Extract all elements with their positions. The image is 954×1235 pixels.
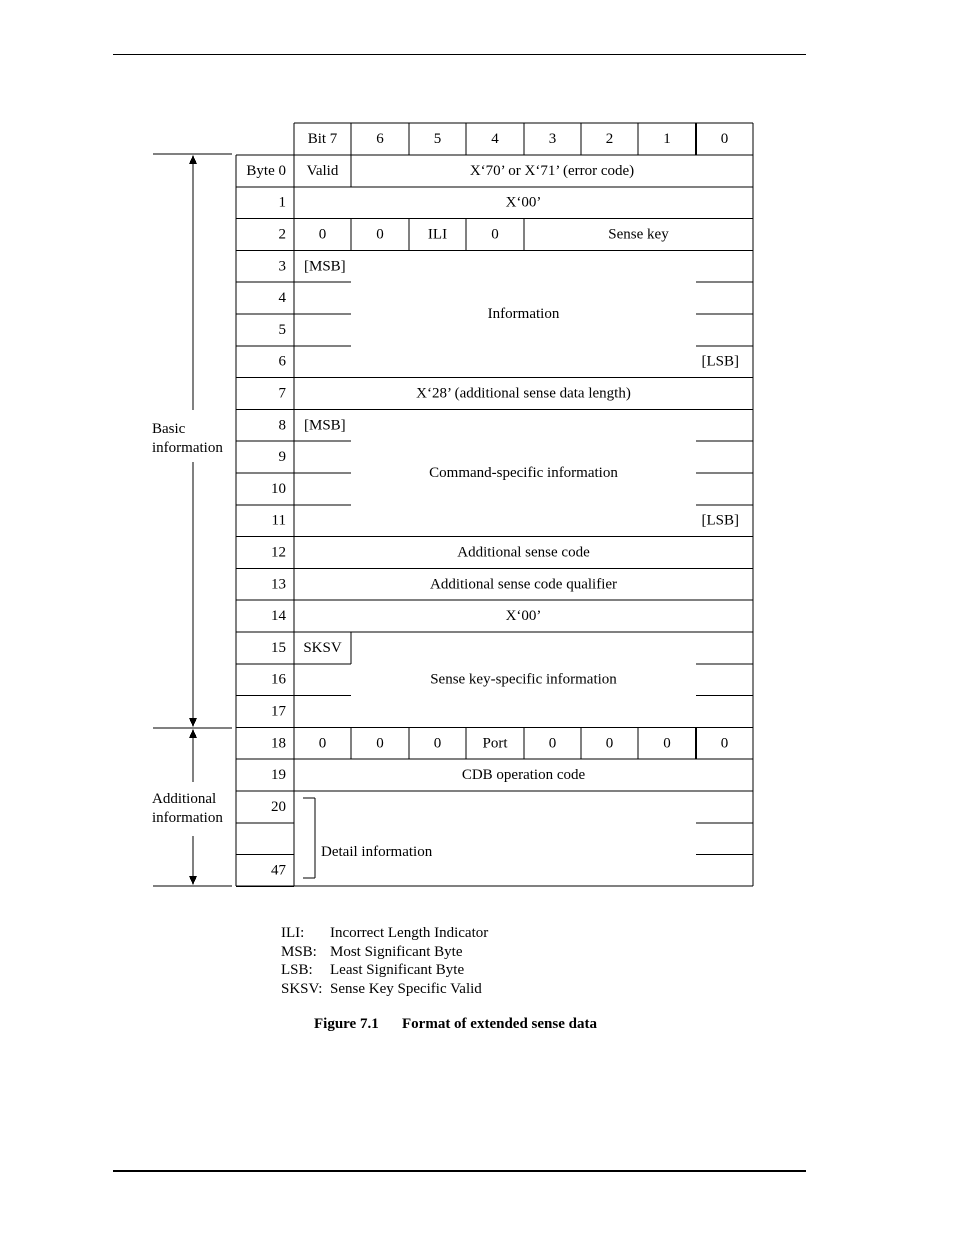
msb-marker: [MSB] xyxy=(304,258,346,275)
arrow-up-icon xyxy=(189,729,197,738)
byte-number-label: 1 xyxy=(278,194,286,211)
additional-information-label: Additional information xyxy=(152,791,223,826)
byte-number-label: 9 xyxy=(278,449,286,466)
reserved-byte-field: X‘00’ xyxy=(505,194,542,211)
bit-header-label: 5 xyxy=(433,131,442,147)
error-code-field: X‘70’ or X‘71’ (error code) xyxy=(469,162,635,179)
byte2-bit-field: 0 xyxy=(491,226,499,243)
arrow-down-icon xyxy=(189,876,197,885)
msb-marker: [MSB] xyxy=(304,417,346,434)
byte18-bit-field: 0 xyxy=(548,735,557,752)
byte-number-label: 4 xyxy=(278,290,286,307)
reserved-byte-field: X‘00’ xyxy=(505,608,542,625)
byte-number-label: Byte 0 xyxy=(246,162,286,179)
bit-header-label: 3 xyxy=(548,131,557,147)
byte-number-label: 16 xyxy=(271,671,286,688)
byte-number-label: 11 xyxy=(271,512,286,529)
sense-key-specific-field: Sense key-specific information xyxy=(430,671,617,688)
valid-bit-label: Valid xyxy=(306,162,339,179)
byte18-bit-field: 0 xyxy=(663,735,671,752)
byte-number-label: 15 xyxy=(271,639,286,656)
byte18-bit-field: 0 xyxy=(376,735,384,752)
byte-number-label: 14 xyxy=(271,608,286,625)
abbreviation-legend xyxy=(281,924,488,998)
legend-item: ILI: Incorrect Length Indicator xyxy=(281,925,489,941)
byte-number-label: 10 xyxy=(271,480,286,497)
byte2-bit-field: 0 xyxy=(318,226,327,243)
detail-information-field: Detail information xyxy=(321,844,433,860)
additional-sense-code-field: Additional sense code xyxy=(457,544,590,561)
bit-header-label: 6 xyxy=(376,131,384,147)
cdb-operation-code-field: CDB operation code xyxy=(461,767,586,784)
sense-key-field: Sense key xyxy=(608,226,669,243)
port-bit-field: Port xyxy=(482,735,508,752)
byte18-bit-field: 0 xyxy=(605,735,614,752)
byte-number-label: 12 xyxy=(271,544,286,561)
byte-number-label: 7 xyxy=(278,385,286,402)
byte-number-label: 5 xyxy=(278,321,286,338)
byte-number-label: 2 xyxy=(278,226,286,243)
byte-number-label: 20 xyxy=(271,798,286,815)
command-specific-field: Command-specific information xyxy=(429,465,618,481)
legend-item: LSB: Least Significant Byte xyxy=(281,962,465,978)
byte-number-label: 17 xyxy=(271,703,286,720)
byte-number-label: 6 xyxy=(278,353,286,370)
lsb-marker: [LSB] xyxy=(701,512,739,529)
byte18-bit-field: 0 xyxy=(720,735,729,752)
sksv-bit-label: SKSV xyxy=(303,639,342,656)
byte-number-label: 19 xyxy=(271,767,286,784)
bit-header-label: 1 xyxy=(663,131,671,147)
arrow-down-icon xyxy=(189,718,197,727)
byte-number-label: 8 xyxy=(278,417,286,434)
basic-information-label: Basic information xyxy=(152,421,223,456)
bit-header-label: 0 xyxy=(720,131,729,147)
figure-title: Format of extended sense data xyxy=(402,1016,597,1032)
byte18-bit-field: 0 xyxy=(318,735,327,752)
byte-number-label: 13 xyxy=(271,576,286,593)
byte2-bit-field: 0 xyxy=(376,226,384,243)
bit-header-label: 4 xyxy=(491,131,499,147)
bit-header-label: Bit 7 xyxy=(307,131,338,147)
arrow-up-icon xyxy=(189,155,197,164)
byte-number-label: 47 xyxy=(271,862,286,879)
byte2-bit-field: ILI xyxy=(427,226,448,243)
additional-sense-code-qualifier-field: Additional sense code qualifier xyxy=(429,576,618,593)
byte-number-label: 3 xyxy=(278,258,286,275)
legend-item: MSB: Most Significant Byte xyxy=(281,943,463,960)
byte18-bit-field: 0 xyxy=(433,735,442,752)
figure-number: Figure 7.1 xyxy=(314,1016,379,1032)
information-field: Information xyxy=(487,306,560,322)
byte-number-label: 18 xyxy=(271,735,286,752)
lsb-marker: [LSB] xyxy=(701,353,739,370)
additional-length-field: X‘28’ (additional sense data length) xyxy=(416,385,631,402)
bit-header-label: 2 xyxy=(605,131,614,147)
figure-caption xyxy=(314,1016,597,1033)
legend-item: SKSV: Sense Key Specific Valid xyxy=(281,980,482,997)
